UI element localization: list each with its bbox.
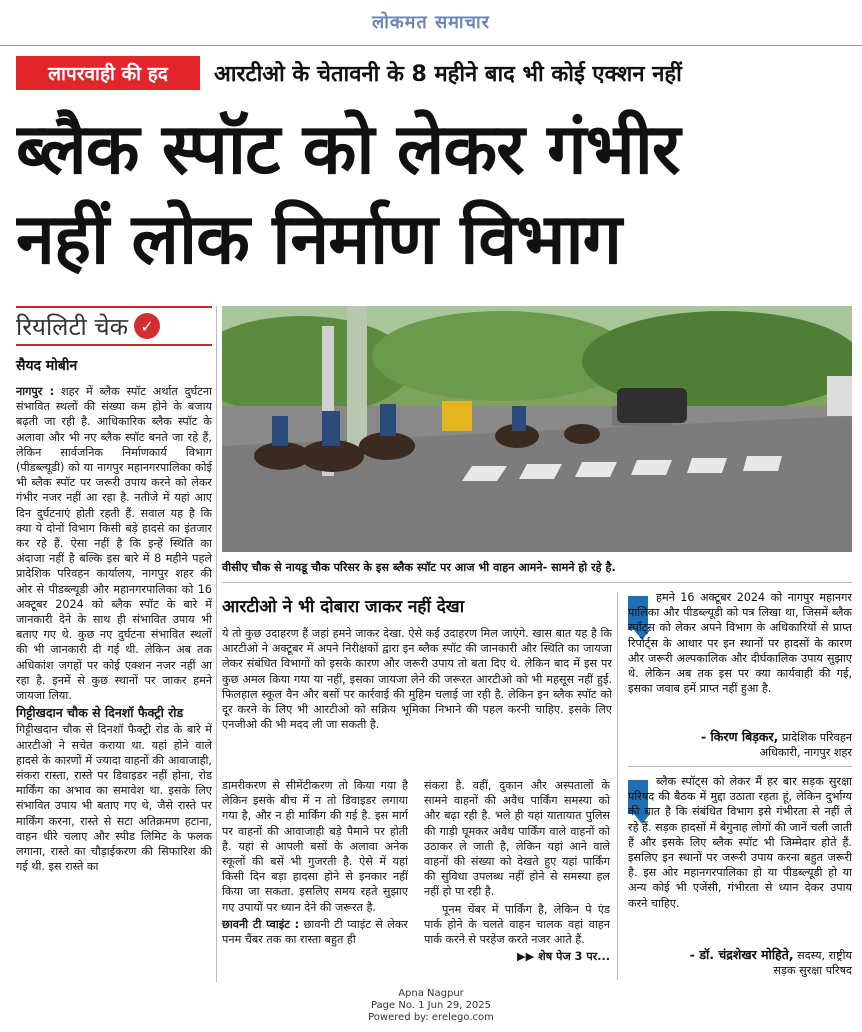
column-2-paragraph: डामरीकरण से सीमेंटीकरण तो किया गया है लेकिन इसके बीच में न तो डिवाइडर लगाया गया है, और न ही मार्किंग की गई है. इस मार्ग पर वाहनों की आवाजाही बड़े पैमाने पर होती है. यहां से आपली बसों के अलावा अनेक स्कूलों की बसें भी गुजरती है. ऐसे में यहां किसी दिन बड़ा हादसा होने से इनकार नहीं किया जा सकता. इसलिए समय रहते सुझाए गए उपायों पर ध्यान देने की जरूरत है.	[222, 779, 408, 914]
quote-separator	[628, 766, 852, 767]
lead-paragraph: शहर में ब्लैक स्पॉट अर्थात दुर्घटना संभावित स्थलों की संख्या कम होने के बजाय बढ़ती जा रही है. आधिकारिक ब्लैक स्पॉट के अलावा और भी नए ब्लैक स्पॉट बनते जा रहे हैं, लेकिन सार्वजनिक निर्माणकार्य विभाग (पीडब्ल्यूडी) को या नागपुर महानगरपालिका कोई भी ब्लैक स्पॉट पर जरूरी उपाय करने को लेकर गंभीर नजर नहीं आ रहा है. नतीजे में यहां आए दिन दुर्घटनाएं होती रहती हैं. सवाल यह है कि क्या ये दोनों विभाग किसी बड़े हादसे का इंतजार कर रहे हैं. ऐसा नहीं है कि इन्हें स्थिति का अंदाजा नहीं है बल्कि इस बारे में 8 महीने पहले प्रादेशिक परिवहन कार्यालय, नागपुर शहर की ओर से पीडब्ल्यूडी और महानगरपालिका को 16 अक्टूबर 2024 को ब्लैक स्पॉट के बारे में जानकारी देने के साथ ही संभावित उपाय भी बताए गए थे. कुछ नए दुर्घटना संभावित स्थलों की भी जानकारी दी गई थी. लेकिन अब तक अधिकांश जगहों पर कोई एक्शन नजर नहीं आ रहा है. इनमें से कुछ स्थानों पर जाकर हमने जायजा लिया.	[16, 385, 212, 703]
edition-name: Apna Nagpur	[398, 988, 464, 999]
section-body	[222, 626, 612, 774]
column-divider	[216, 306, 217, 982]
quote-1-name: - किरण बिड़कर,	[700, 729, 779, 744]
quote-1-text: हमने 16 अक्टूबर 2024 को नागपुर महानगर पालिका और पीडब्ल्यूडी को पत्र लिखा था, जिसमें ब्लैक स्पॉट्स को लेकर अपने विभाग के अधिकारियों से प्राप्त रिपोर्ट्स के आधार पर इन स्थानों पर हादसों के कारण और जरूरी अल्पकालिक और दीर्घकालिक उपाय सुझाए थे. लेकिन अब तक इस पर क्या कार्यवाही की गई, इसका जवाब हमें प्राप्त नहीं हुआ है.	[628, 591, 852, 696]
subheadline: आरटीओ के चेतावनी के 8 महीने बाद भी कोई एक्शन नहीं	[214, 62, 682, 87]
reality-check-text: रियलिटी चेक	[16, 312, 129, 341]
check-badge-icon: ✓	[134, 313, 160, 339]
kicker-label: लापरवाही की हद	[16, 56, 200, 90]
quote-1-role-1: प्रादेशिक परिवहन	[781, 731, 852, 744]
headline-line-1: ब्लैक स्पॉट को लेकर गंभीर	[16, 108, 680, 190]
headline	[16, 104, 846, 284]
quote-road-safety-member	[628, 774, 852, 934]
dateline-chhavni: छावनी टी प्वाइंट :	[222, 917, 300, 931]
article-column-2	[222, 778, 408, 978]
dateline: नागपुर :	[16, 385, 55, 398]
article-column-1	[16, 384, 212, 984]
column-3-paragraph-1: संकरा है. वहीं, दुकान और अस्पतालों के सामने वाहनों की अवैध पार्किंग समस्या को और बढ़ा रही है. भले ही यहां यातायात पुलिस की गाड़ी घूमकर अवैध पार्किंग वाले वाहनों को उठाकर ले जाती है, लेकिन यहां आने वाले वाहनों की संख्या को देखते हुए यहां पार्किंग की सुविधा उपलब्ध नहीं होने से समस्या हल नहीं हो पा रही है.	[424, 779, 610, 899]
newspaper-name: लोकमत समाचार	[371, 12, 491, 33]
quote-rto-officer	[628, 590, 852, 726]
column-2-subtext: छावनी टी प्वाइंट से लेकर पनम चैंबर तक का रास्ता बहुत ही	[222, 917, 408, 947]
quote-2-attribution	[628, 946, 852, 978]
photo-caption: वीसीए चौक से नायडू चौक परिसर के इस ब्लैक स्पॉट पर आज भी वाहन आमने- सामने हो रहे है.	[222, 561, 616, 574]
article-column-3	[424, 778, 610, 978]
quote-2-role-2: सड़क सुरक्षा परिषद	[773, 964, 852, 977]
quote-2-text: ब्लैक स्पॉट्स को लेकर मैं हर बार सड़क सुरक्षा परिषद की बैठक में मुद्दा उठाता रहता हूं, लेकिन दुर्भाग्य की बात है कि संबंधित विभाग इसे गंभीरता से नहीं ले रहे हैं. सड़क हादसों में बेगुनाह लोगों की जानें चली जाती हैं और इसके लिए ब्लैक स्पॉट भी जिम्मेदार होते हैं. इसलिए इन स्थानों पर जरूरी उपाय करना बहुत जरूरी है. इस ओर महानगरपालिका हो या पीडब्ल्यूडी हो या अन्य कोई भी एजेंसी, गंभीरता से ध्यान देकर उपाय करने चाहिए.	[628, 775, 852, 910]
reality-check-label	[16, 306, 212, 346]
quote-2-role-1: सदस्य, राष्ट्रीय	[797, 949, 852, 962]
quote-1-attribution	[628, 728, 852, 760]
page-footer	[0, 988, 862, 1024]
quote-1-role-2: अधिकारी, नागपुर शहर	[759, 746, 852, 759]
continued-link[interactable]: ▶▶ शेष पेज 3 पर...	[517, 950, 610, 964]
section-paragraph: ये तो कुछ उदाहरण हैं जहां हमने जाकर देखा. ऐसे कई उदाहरण मिल जाएंगे. खास बात यह है कि आरटीओ ने अक्टूबर में अपने निरीक्षकों द्वारा इन ब्लैक स्पॉट की जानकारी और स्थिति का जायजा लेकर संबंधित विभागों को इसके कारण और जरूरी उपाय तो बता दिए थे. लेकिन बाद में इस पर कुछ अमल किया गया या नहीं, इसका जायजा लेने की जरूरत आरटीओ को भी महसूस नहीं हुई. फिलहाल स्कूल वैन और बसों पर कार्रवाई की मुहिम चलाई जा रही है. लेकिन इन ब्लैक स्पॉट को दूर करने के लिए भी आरटीओ को सक्रिय भूमिका निभाने की पहल करनी चाहिए. इसके लिए एनजीओ की भी मदद ली जा सकती है.	[222, 627, 612, 732]
subsection-title-1: गिट्टीखदान चौक से दिनशॉ फैक्ट्री रोड	[16, 705, 184, 721]
byline: सैयद मोबीन	[16, 358, 78, 374]
caption-divider	[222, 582, 852, 583]
powered-by: Powered by: erelego.com	[368, 1012, 494, 1023]
quote-divider	[617, 592, 618, 980]
page-info: Page No. 1 Jun 29, 2025	[370, 1000, 492, 1011]
traffic-intersection-image	[222, 306, 852, 552]
masthead	[0, 0, 862, 46]
street-photo	[222, 306, 852, 552]
kicker-row	[16, 56, 846, 90]
section-heading: आरटीओ ने भी दोबारा जाकर नहीं देखा	[222, 597, 465, 617]
column-3-paragraph-2: पूनम चेंबर में पार्किंग है, लेकिन पे एंड पार्क होने के चलते वाहन चालक वहां वाहन पार्क करने से परहेज करते नजर आते हैं.	[424, 902, 610, 947]
paragraph-2: गिट्टीखदान चौक से दिनशॉ फैक्ट्री रोड के बारे में आरटीओ ने सचेत कराया था. यहां होने वाले हादसे के कारणों में ज्यादा वाहनों की आवाजाही, संकरा रास्ता, रास्ते पर डिवाइडर नहीं होना, रोड मार्किंग का अभाव का समावेश था. इसके लिए संभावित उपाय भी बताए गए थे, जैसे रास्ते पर मार्किंग करना, रास्ते से सटा अतिक्रमण हटाना, वाहन धीरे चलाए और स्पीड लिमिट के फलक लगाना, रास्ते का चौड़ाईकरण की सिफारिश की गई थी. इस रास्ते का	[16, 723, 212, 874]
headline-line-2: नहीं लोक निर्माण विभाग	[16, 198, 621, 280]
quote-2-name: - डॉ. चंद्रशेखर मोहिते,	[689, 947, 794, 962]
